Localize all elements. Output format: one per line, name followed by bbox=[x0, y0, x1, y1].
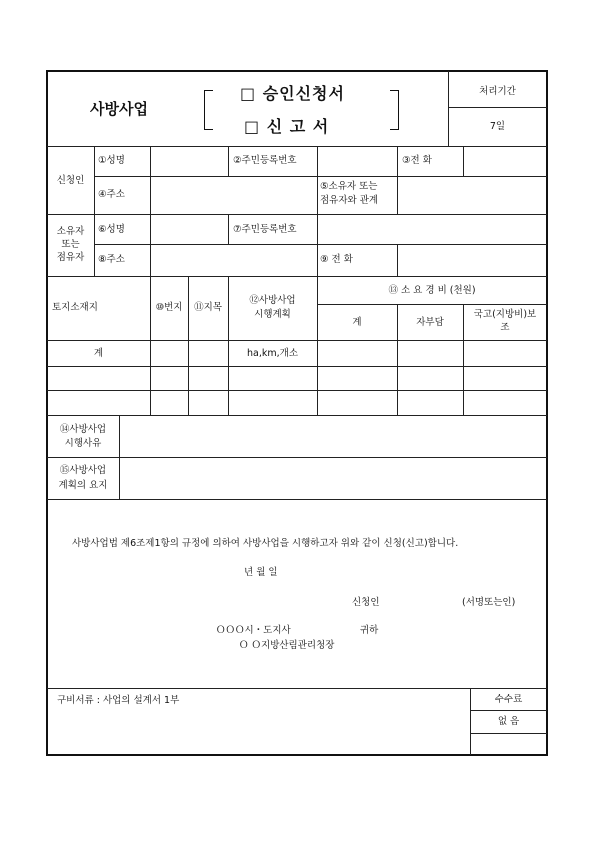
grid-line bbox=[47, 276, 547, 277]
grid-line bbox=[47, 214, 547, 215]
grid-line bbox=[397, 304, 398, 415]
grid-line bbox=[397, 146, 398, 214]
plan-header-line2: 시행계획 bbox=[254, 309, 291, 320]
grid-line bbox=[463, 146, 464, 176]
owner-section-label-line3: 점유자 bbox=[56, 252, 85, 263]
total-row-label: 계 bbox=[93, 348, 104, 359]
applicant-name-label: ①성명 bbox=[98, 155, 125, 166]
footer-top-line bbox=[47, 688, 547, 689]
grid-line bbox=[470, 710, 547, 711]
header-divider bbox=[448, 71, 449, 146]
grid-line bbox=[150, 176, 151, 214]
header-divider bbox=[448, 107, 547, 108]
grid-line bbox=[228, 276, 229, 415]
grid-line bbox=[47, 366, 547, 367]
header-bottom-line bbox=[47, 146, 547, 147]
right-bracket bbox=[390, 90, 399, 130]
application-form bbox=[46, 70, 548, 756]
summary-label-line1: ⑮사방사업 bbox=[59, 465, 107, 476]
cost-self-header: 자부담 bbox=[416, 317, 444, 328]
cost-subsidy-header-line2: 조 bbox=[500, 322, 510, 333]
required-documents: 구비서류 : 사업의 설계서 1부 bbox=[57, 695, 180, 706]
fee-label: 수수료 bbox=[494, 694, 523, 705]
grid-line bbox=[317, 146, 318, 244]
grid-line bbox=[150, 244, 151, 276]
fee-value: 없 음 bbox=[497, 716, 520, 727]
owner-section-label-line1: 소유자 bbox=[56, 226, 85, 237]
relation-label-line2: 점유자와 관계 bbox=[320, 195, 379, 206]
left-bracket bbox=[204, 90, 213, 130]
declaration-text: 사방사업법 제6조제1항의 규정에 의하여 사방사업을 시행하고자 위와 같이 신청(신고)합니다. bbox=[72, 538, 459, 549]
option-approval-request: □ 승인신청서 bbox=[240, 84, 345, 103]
grid-line bbox=[317, 304, 547, 305]
owner-address-label: ⑧주소 bbox=[98, 254, 125, 265]
owner-rrn-label: ⑦주민등록번호 bbox=[233, 224, 297, 235]
grid-line bbox=[228, 214, 229, 244]
applicant-phone-label: ③전 화 bbox=[402, 155, 432, 166]
grid-line bbox=[317, 244, 318, 276]
grid-line bbox=[397, 244, 398, 276]
recipient-governor: ＯＯＯ시・도지사 bbox=[216, 625, 291, 636]
applicant-rrn-label: ②주민등록번호 bbox=[233, 155, 297, 166]
grid-line bbox=[150, 214, 151, 244]
grid-line bbox=[317, 276, 318, 415]
grid-line bbox=[94, 244, 547, 245]
processing-period-value: 7일 bbox=[489, 121, 506, 132]
grid-line bbox=[47, 415, 547, 416]
recipient-forest-office: Ｏ Ｏ지방산림관리청장 bbox=[239, 640, 335, 651]
land-category-header: ⑪지목 bbox=[194, 302, 222, 313]
grid-line bbox=[188, 276, 189, 415]
reason-label-line1: ⑭사방사업 bbox=[59, 424, 107, 435]
processing-period-label: 처리기간 bbox=[479, 86, 516, 97]
option-report: □ 신 고 서 bbox=[244, 117, 330, 136]
declaration-signature: (서명또는인) bbox=[462, 597, 516, 608]
land-location-header: 토지소재지 bbox=[52, 302, 98, 313]
grid-line bbox=[150, 276, 151, 415]
cost-total-header: 계 bbox=[352, 317, 362, 328]
declaration-applicant-label: 신청인 bbox=[352, 597, 380, 608]
grid-line bbox=[150, 146, 151, 176]
grid-line bbox=[463, 304, 464, 415]
owner-name-label: ⑥성명 bbox=[98, 224, 125, 235]
grid-line bbox=[94, 176, 547, 177]
declaration-date: 년 월 일 bbox=[244, 567, 278, 578]
grid-line bbox=[228, 146, 229, 176]
grid-line bbox=[470, 733, 547, 734]
applicant-section-label: 신청인 bbox=[56, 175, 85, 186]
applicant-address-label: ④주소 bbox=[98, 189, 125, 200]
owner-section-label-line2: 또는 bbox=[61, 239, 80, 250]
grid-line bbox=[47, 340, 547, 341]
lot-number-header: ⑩번지 bbox=[155, 302, 183, 313]
cost-header: ⑬ 소 요 경 비 (천원) bbox=[388, 285, 476, 296]
grid-line bbox=[47, 457, 547, 458]
grid-line bbox=[94, 146, 95, 276]
relation-label-line1: ⑤소유자 또는 bbox=[320, 181, 378, 192]
plan-header-line1: ⑫사방사업 bbox=[249, 295, 296, 306]
summary-label-line2: 계획의 요지 bbox=[58, 480, 108, 491]
reason-label-line2: 시행사유 bbox=[64, 438, 102, 449]
plan-units: ha,km,개소 bbox=[247, 348, 298, 359]
owner-phone-label: ⑨ 전 화 bbox=[320, 254, 353, 265]
program-title: 사방사업 bbox=[90, 100, 148, 118]
recipient-suffix: 귀하 bbox=[360, 625, 379, 636]
grid-line bbox=[47, 499, 547, 500]
cost-subsidy-header-line1: 국고(지방비)보 bbox=[473, 309, 537, 320]
grid-line bbox=[47, 390, 547, 391]
